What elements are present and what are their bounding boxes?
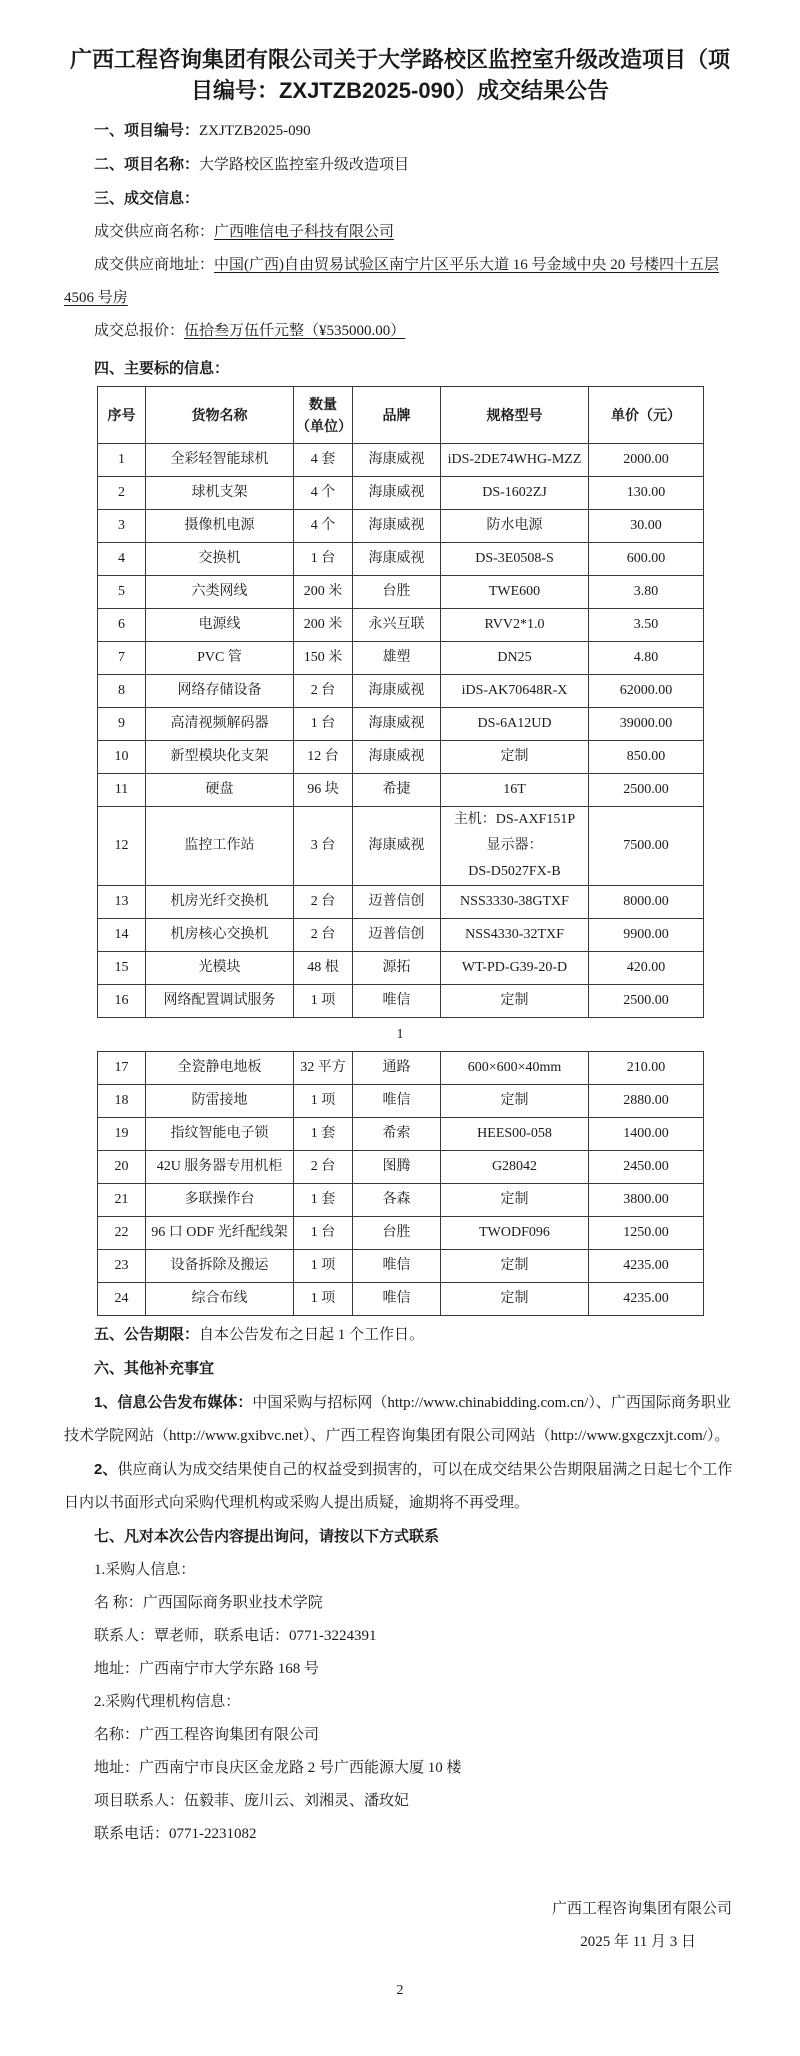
table-cell: 42U 服务器专用机柜 bbox=[146, 1151, 294, 1184]
table-cell: 210.00 bbox=[589, 1052, 704, 1085]
table-cell: 6 bbox=[98, 609, 146, 642]
agency-address: 地址：广西南宁市良庆区金龙路 2 号广西能源大厦 10 楼 bbox=[94, 1760, 462, 1776]
purchaser-info-heading: 1.采购人信息： bbox=[94, 1562, 196, 1578]
table-cell: 1 项 bbox=[294, 985, 353, 1018]
table-header-row bbox=[98, 387, 704, 444]
table-cell: 迈普信创 bbox=[353, 886, 441, 919]
table-row bbox=[98, 1085, 704, 1118]
table-cell: 2450.00 bbox=[589, 1151, 704, 1184]
table-cell: 2 台 bbox=[294, 675, 353, 708]
table-cell: 19 bbox=[98, 1118, 146, 1151]
table-cell: 定制 bbox=[441, 1250, 589, 1283]
table-cell: 150 米 bbox=[294, 642, 353, 675]
table-cell: 39000.00 bbox=[589, 708, 704, 741]
table-cell: 定制 bbox=[441, 1283, 589, 1316]
table-cell: 1 套 bbox=[294, 1184, 353, 1217]
supplier-name-line bbox=[64, 216, 736, 249]
table-cell: PVC 管 bbox=[146, 642, 294, 675]
table-cell: 海康威视 bbox=[353, 510, 441, 543]
table-cell: 2 台 bbox=[294, 886, 353, 919]
table-cell: 4.80 bbox=[589, 642, 704, 675]
table-row bbox=[98, 1052, 704, 1085]
table-cell: 光模块 bbox=[146, 952, 294, 985]
table-cell: 定制 bbox=[441, 1184, 589, 1217]
table-cell: 3 台 bbox=[294, 807, 353, 886]
table-cell: 3.80 bbox=[589, 576, 704, 609]
table-cell: 2000.00 bbox=[589, 444, 704, 477]
table-cell: 图腾 bbox=[353, 1151, 441, 1184]
table-cell: 通路 bbox=[353, 1052, 441, 1085]
agency-info-heading: 2.采购代理机构信息： bbox=[94, 1694, 241, 1710]
table-cell: 420.00 bbox=[589, 952, 704, 985]
table-cell: 1 台 bbox=[294, 708, 353, 741]
table-cell: 850.00 bbox=[589, 741, 704, 774]
table-row bbox=[98, 1250, 704, 1283]
purchaser-name: 名 称：广西国际商务职业技术学院 bbox=[94, 1595, 323, 1611]
purchaser-address: 地址：广西南宁市大学东路 168 号 bbox=[94, 1661, 320, 1677]
table-header-cell: 单价（元） bbox=[589, 387, 704, 444]
table-cell: 2500.00 bbox=[589, 985, 704, 1018]
table-cell: 摄像机电源 bbox=[146, 510, 294, 543]
table-cell: 六类网线 bbox=[146, 576, 294, 609]
table-cell: 新型模块化支架 bbox=[146, 741, 294, 774]
table-cell: 1400.00 bbox=[589, 1118, 704, 1151]
table-cell: 1 项 bbox=[294, 1250, 353, 1283]
table-row bbox=[98, 919, 704, 952]
table-cell: 唯信 bbox=[353, 1085, 441, 1118]
table-cell: G28042 bbox=[441, 1151, 589, 1184]
table-cell: 23 bbox=[98, 1250, 146, 1283]
table-cell: 台胜 bbox=[353, 1217, 441, 1250]
table-cell: 电源线 bbox=[146, 609, 294, 642]
total-price-label: 成交总报价： bbox=[94, 323, 185, 339]
objection-label: 2、 bbox=[94, 1461, 118, 1478]
table-cell: TWODF096 bbox=[441, 1217, 589, 1250]
total-price-value: 伍拾叁万伍仟元整（¥535000.00） bbox=[184, 323, 406, 339]
table-cell: 海康威视 bbox=[353, 675, 441, 708]
table-cell: 唯信 bbox=[353, 1283, 441, 1316]
table-cell: 32 平方 bbox=[294, 1052, 353, 1085]
table-cell: 1 台 bbox=[294, 543, 353, 576]
table-row bbox=[98, 675, 704, 708]
table-cell: 台胜 bbox=[353, 576, 441, 609]
media-publish-label: 1、信息公告发布媒体： bbox=[94, 1394, 253, 1411]
table-cell: 16 bbox=[98, 985, 146, 1018]
table-row bbox=[98, 444, 704, 477]
table-cell: 17 bbox=[98, 1052, 146, 1085]
table-row bbox=[98, 609, 704, 642]
table-cell: 硬盘 bbox=[146, 774, 294, 807]
table-cell: 网络配置调试服务 bbox=[146, 985, 294, 1018]
table-cell: 全彩轻智能球机 bbox=[146, 444, 294, 477]
table-cell: 4235.00 bbox=[589, 1250, 704, 1283]
table-cell: RVV2*1.0 bbox=[441, 609, 589, 642]
supplier-address-value: 中国(广西)自由贸易试验区南宁片区平乐大道 16 号金域中央 20 号楼四十五层 4506 号房 bbox=[64, 257, 720, 306]
table-row bbox=[98, 510, 704, 543]
table-cell: 7 bbox=[98, 642, 146, 675]
section-notice-period bbox=[64, 1318, 736, 1352]
table-cell: 2 台 bbox=[294, 919, 353, 952]
table-cell: 海康威视 bbox=[353, 741, 441, 774]
table-cell: 2 bbox=[98, 477, 146, 510]
table-row bbox=[98, 1184, 704, 1217]
table-cell: NSS3330-38GTXF bbox=[441, 886, 589, 919]
table-cell: 14 bbox=[98, 919, 146, 952]
table-cell: 600.00 bbox=[589, 543, 704, 576]
table-cell: 1 套 bbox=[294, 1118, 353, 1151]
table-cell: DS-1602ZJ bbox=[441, 477, 589, 510]
table-cell: 多联操作台 bbox=[146, 1184, 294, 1217]
table-cell: 1 项 bbox=[294, 1085, 353, 1118]
table-cell: 防雷接地 bbox=[146, 1085, 294, 1118]
table-cell: TWE600 bbox=[441, 576, 589, 609]
table-cell: 1250.00 bbox=[589, 1217, 704, 1250]
table-cell: 3.50 bbox=[589, 609, 704, 642]
section-other-matters-heading: 六、其他补充事宜 bbox=[94, 1360, 215, 1377]
project-number-label: 一、项目编号： bbox=[94, 122, 200, 139]
table-cell: 130.00 bbox=[589, 477, 704, 510]
table-row bbox=[98, 1283, 704, 1316]
table-row bbox=[98, 952, 704, 985]
table-cell: 600×600×40mm bbox=[441, 1052, 589, 1085]
table-cell: 高清视频解码器 bbox=[146, 708, 294, 741]
table-cell: 希捷 bbox=[353, 774, 441, 807]
table-cell: 8000.00 bbox=[589, 886, 704, 919]
table-cell: 指纹智能电子锁 bbox=[146, 1118, 294, 1151]
objection-line bbox=[64, 1453, 736, 1520]
section-goods-heading: 四、主要标的信息： bbox=[94, 360, 230, 377]
table-row bbox=[98, 741, 704, 774]
table-cell: 18 bbox=[98, 1085, 146, 1118]
table-cell: 定制 bbox=[441, 1085, 589, 1118]
supplier-address-label: 成交供应商地址： bbox=[94, 257, 215, 273]
table-cell: 15 bbox=[98, 952, 146, 985]
section-contact-heading: 七、凡对本次公告内容提出询问，请按以下方式联系 bbox=[94, 1528, 440, 1545]
table-cell: 1 bbox=[98, 444, 146, 477]
table-row bbox=[98, 576, 704, 609]
project-name-value: 大学路校区监控室升级改造项目 bbox=[199, 157, 410, 173]
supplier-address-line bbox=[64, 249, 736, 315]
table-cell: 10 bbox=[98, 741, 146, 774]
table-cell: 12 bbox=[98, 807, 146, 886]
table-cell: 海康威视 bbox=[353, 708, 441, 741]
table-cell: 各森 bbox=[353, 1184, 441, 1217]
table-cell: DS-6A12UD bbox=[441, 708, 589, 741]
table-cell: 4 bbox=[98, 543, 146, 576]
table-cell: 机房光纤交换机 bbox=[146, 886, 294, 919]
project-number-value: ZXJTZB2025-090 bbox=[199, 123, 311, 139]
agency-phone: 联系电话：0771-2231082 bbox=[94, 1826, 257, 1842]
table-cell: 雄塑 bbox=[353, 642, 441, 675]
table-cell: 9 bbox=[98, 708, 146, 741]
table-cell: 4235.00 bbox=[589, 1283, 704, 1316]
table-cell: 21 bbox=[98, 1184, 146, 1217]
table-cell: 交换机 bbox=[146, 543, 294, 576]
section-award-info-heading: 三、成交信息： bbox=[94, 190, 200, 207]
table-row bbox=[98, 1151, 704, 1184]
table-cell: 200 米 bbox=[294, 576, 353, 609]
notice-period-label: 五、公告期限： bbox=[94, 1326, 200, 1343]
table-cell: 海康威视 bbox=[353, 543, 441, 576]
table-cell: WT-PD-G39-20-D bbox=[441, 952, 589, 985]
table-cell: 定制 bbox=[441, 985, 589, 1018]
table-cell: DS-3E0508-S bbox=[441, 543, 589, 576]
page-1-marker: 1 bbox=[396, 1027, 404, 1042]
table-cell: 22 bbox=[98, 1217, 146, 1250]
table-cell: 2 台 bbox=[294, 1151, 353, 1184]
page-title: 广西工程咨询集团有限公司关于大学路校区监控室升级改造项目（项目编号：ZXJTZB2025-090）成交结果公告 bbox=[70, 47, 731, 103]
table-cell: 5 bbox=[98, 576, 146, 609]
section-project-number bbox=[64, 114, 736, 148]
table-cell: 4 个 bbox=[294, 477, 353, 510]
page-2-marker: 2 bbox=[396, 1983, 404, 1998]
table-cell: 1 台 bbox=[294, 1217, 353, 1250]
table-cell: 迈普信创 bbox=[353, 919, 441, 952]
table-row bbox=[98, 985, 704, 1018]
table-cell: 球机支架 bbox=[146, 477, 294, 510]
table-cell: iDS-AK70648R-X bbox=[441, 675, 589, 708]
total-price-line bbox=[64, 315, 736, 348]
table-cell: 1 项 bbox=[294, 1283, 353, 1316]
footer-company: 广西工程咨询集团有限公司 bbox=[551, 1901, 732, 1917]
table-row bbox=[98, 774, 704, 807]
table-row bbox=[98, 642, 704, 675]
table-cell: 永兴互联 bbox=[353, 609, 441, 642]
table-cell: 20 bbox=[98, 1151, 146, 1184]
table-cell: 设备拆除及搬运 bbox=[146, 1250, 294, 1283]
table-cell: NSS4330-32TXF bbox=[441, 919, 589, 952]
table-row bbox=[98, 1217, 704, 1250]
table-cell: 16T bbox=[441, 774, 589, 807]
table-header-cell: 序号 bbox=[98, 387, 146, 444]
purchaser-contact: 联系人：覃老师，联系电话：0771-3224391 bbox=[94, 1628, 377, 1644]
table-row bbox=[98, 708, 704, 741]
table-cell: 唯信 bbox=[353, 985, 441, 1018]
table-row bbox=[98, 886, 704, 919]
section-project-name bbox=[64, 148, 736, 182]
table-cell: 海康威视 bbox=[353, 807, 441, 886]
table-cell: 监控工作站 bbox=[146, 807, 294, 886]
project-name-label: 二、项目名称： bbox=[94, 156, 200, 173]
supplier-name-label: 成交供应商名称： bbox=[94, 224, 215, 240]
table-cell: 24 bbox=[98, 1283, 146, 1316]
goods-table-part1 bbox=[97, 386, 704, 1018]
table-cell: 综合布线 bbox=[146, 1283, 294, 1316]
table-cell: 唯信 bbox=[353, 1250, 441, 1283]
table-cell: 4 套 bbox=[294, 444, 353, 477]
table-cell: 62000.00 bbox=[589, 675, 704, 708]
notice-period-value: 自本公告发布之日起 1 个工作日。 bbox=[199, 1327, 425, 1343]
supplier-name-value: 广西唯信电子科技有限公司 bbox=[214, 224, 395, 240]
table-cell: 9900.00 bbox=[589, 919, 704, 952]
table-cell: 网络存储设备 bbox=[146, 675, 294, 708]
table-cell: 机房核心交换机 bbox=[146, 919, 294, 952]
table-header-cell: 数量 （单位） bbox=[294, 387, 353, 444]
table-row bbox=[98, 543, 704, 576]
table-cell: 希索 bbox=[353, 1118, 441, 1151]
table-cell: 7500.00 bbox=[589, 807, 704, 886]
table-row bbox=[98, 477, 704, 510]
table-cell: 2880.00 bbox=[589, 1085, 704, 1118]
table-cell: 13 bbox=[98, 886, 146, 919]
table-cell: 11 bbox=[98, 774, 146, 807]
table-header-cell: 货物名称 bbox=[146, 387, 294, 444]
agency-name: 名称：广西工程咨询集团有限公司 bbox=[94, 1727, 320, 1743]
table-header-cell: 品牌 bbox=[353, 387, 441, 444]
table-cell: 200 米 bbox=[294, 609, 353, 642]
agency-contacts: 项目联系人：伍毅菲、庞川云、刘湘灵、潘玫妃 bbox=[94, 1793, 410, 1809]
objection-value: 供应商认为成交结果使自己的权益受到损害的，可以在成交结果公告期限届满之日起七个工作日内以书面形式向采购代理机构或采购人提出质疑，逾期将不再受理。 bbox=[64, 1462, 733, 1511]
table-cell: 防水电源 bbox=[441, 510, 589, 543]
table-cell: 96 口 ODF 光纤配线架 bbox=[146, 1217, 294, 1250]
table-cell: 海康威视 bbox=[353, 477, 441, 510]
media-publish-value: 中国采购与招标网（http://www.chinabidding.com.cn/）、广西国际商务职业技术学院网站（http://www.gxibvc.net）、广西工程咨询集团有限公司网站（http://www.gxgczxjt.com/）。 bbox=[64, 1395, 731, 1444]
table-cell: 3800.00 bbox=[589, 1184, 704, 1217]
goods-table-part2 bbox=[97, 1051, 704, 1316]
table-cell: iDS-2DE74WHG-MZZ bbox=[441, 444, 589, 477]
table-cell: 12 台 bbox=[294, 741, 353, 774]
table-row bbox=[98, 1118, 704, 1151]
table-cell: 源拓 bbox=[353, 952, 441, 985]
table-cell: 3 bbox=[98, 510, 146, 543]
table-cell: 定制 bbox=[441, 741, 589, 774]
table-cell: 2500.00 bbox=[589, 774, 704, 807]
table-cell: HEES00-058 bbox=[441, 1118, 589, 1151]
footer-date: 2025 年 11 月 3 日 bbox=[580, 1934, 696, 1950]
table-cell: DN25 bbox=[441, 642, 589, 675]
table-cell: 海康威视 bbox=[353, 444, 441, 477]
table-header-cell: 规格型号 bbox=[441, 387, 589, 444]
table-cell: 4 个 bbox=[294, 510, 353, 543]
table-row bbox=[98, 807, 704, 886]
media-publish-line bbox=[64, 1386, 736, 1453]
table-cell: 48 根 bbox=[294, 952, 353, 985]
table-cell: 主机：DS-AXF151P 显示器： DS-D5027FX-B bbox=[441, 807, 589, 886]
table-cell: 8 bbox=[98, 675, 146, 708]
table-cell: 全瓷静电地板 bbox=[146, 1052, 294, 1085]
table-cell: 96 块 bbox=[294, 774, 353, 807]
table-cell: 30.00 bbox=[589, 510, 704, 543]
